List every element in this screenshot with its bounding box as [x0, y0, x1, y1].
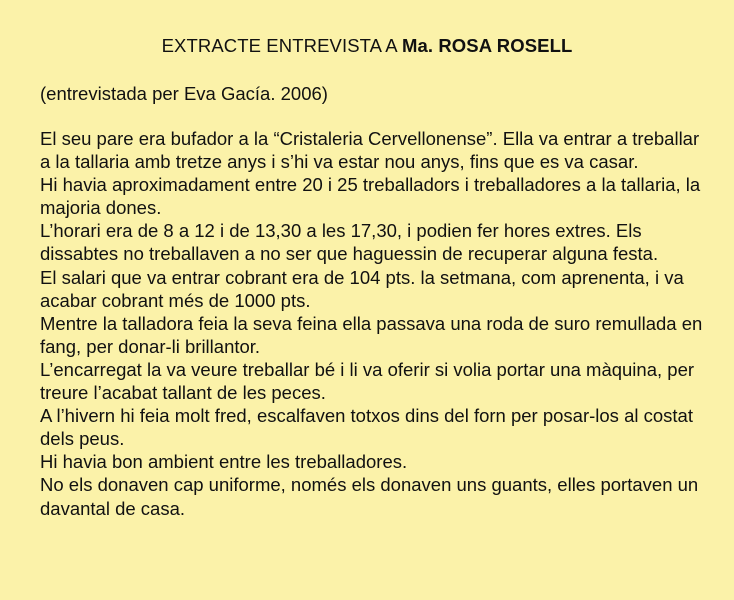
- title-prefix: EXTRACTE ENTREVISTA A: [161, 35, 402, 56]
- document-title: [0, 35, 734, 57]
- paragraph-salary: El salari que va entrar cobrant era de 104 pts. la setmana, com aprenenta, i va acabar cobrant més de 1000 pts.: [40, 266, 684, 311]
- paragraph-father-job: El seu pare era bufador a la “Cristaleria Cervellonense”. Ella va entrar a treballar a la tallaria amb tretze anys i s’hi va estar nou anys, fins que es va casar.: [40, 128, 700, 173]
- paragraph-schedule: L’horari era de 8 a 12 i de 13,30 a les 17,30, i podien fer hores extres. Els dissabtes no treballaven a no ser que haguessin de recuperar alguna festa.: [40, 220, 659, 265]
- paragraph-task: Mentre la talladora feia la seva feina ella passava una roda de suro remullada en fang, per donar-li brillantor.: [40, 312, 703, 357]
- title-name: Ma. ROSA ROSELL: [401, 35, 573, 56]
- paragraph-winter: A l’hivern hi feia molt fred, escalfaven totxos dins del forn per posar-los al costat dels peus.: [40, 405, 693, 450]
- paragraph-supervisor: L’encarregat la va veure treballar bé i li va oferir si volia portar una màquina, per treure l’acabat tallant de les peces.: [40, 358, 695, 404]
- paragraph-workers: Hi havia aproximadament entre 20 i 25 treballadors i treballadores a la tallaria, la majoria dones.: [40, 174, 701, 219]
- document-body: [40, 127, 712, 520]
- paragraph-uniform: No els donaven cap uniforme, només els donaven uns guants, elles portaven un davantal de casa.: [40, 474, 699, 519]
- paragraph-ambient: Hi havia bon ambient entre les treballadores.: [40, 451, 408, 473]
- document-subtitle: (entrevistada per Eva Gacía. 2006): [40, 83, 328, 104]
